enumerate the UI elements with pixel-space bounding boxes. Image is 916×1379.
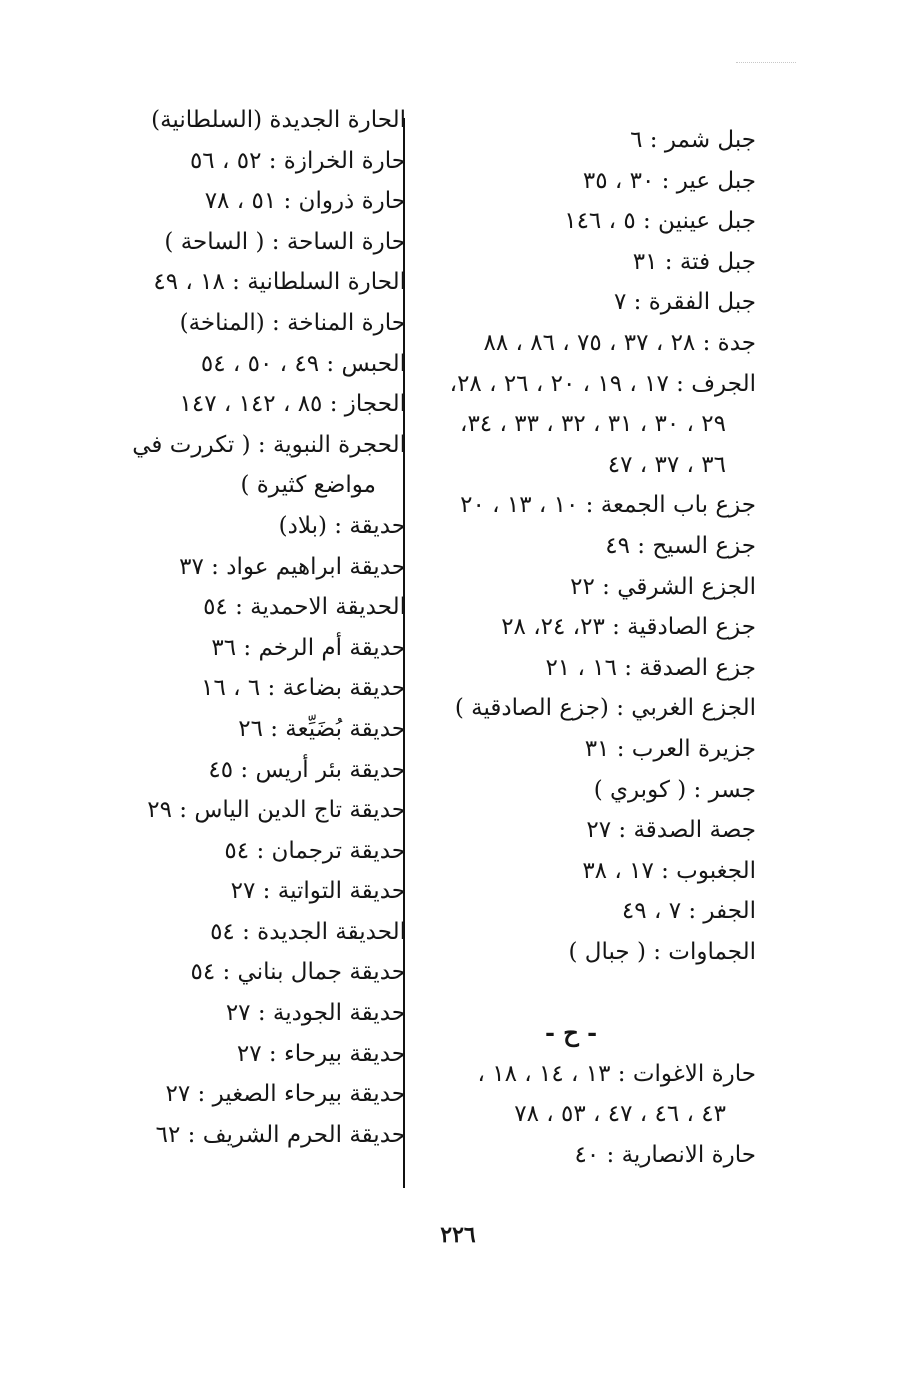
index-entry: الحديقة الجديدة : ٥٤: [210, 918, 406, 945]
index-entry: الجزع الغربي : (جزع الصادقية ): [454, 695, 756, 722]
index-entry: حديقة ابراهيم عواد : ٣٧: [179, 553, 406, 580]
index-entry: جزع الصادقية : ٢٣، ٢٤، ٢٨: [501, 614, 756, 641]
index-entry: حديقة الحرم الشريف : ٦٢: [155, 1121, 406, 1148]
index-entry: الجغبوب : ١٧ ، ٣٨: [582, 857, 756, 884]
index-entry: حديقة التواتية : ٢٧: [230, 878, 406, 905]
index-entry: حديقة ترجمان : ٥٤: [224, 837, 406, 864]
page-number: ٢٢٦: [440, 1222, 476, 1248]
index-entry: حارة المناخة : (المناخة): [179, 309, 406, 336]
index-entry: جصة الصدقة : ٢٧: [586, 817, 756, 844]
index-entry: الجفر : ٧ ، ٤٩: [621, 898, 756, 925]
index-entry: حارة الاغوات : ١٣ ، ١٤ ، ١٨ ،: [477, 1060, 756, 1087]
scan-mark: [736, 62, 796, 65]
index-entry: جزع باب الجمعة : ١٠ ، ١٣ ، ٢٠: [460, 492, 756, 519]
index-entry: جسر : ( كوبري ): [593, 776, 756, 803]
index-entry: حارة الساحة : ( الساحة ): [164, 228, 406, 255]
index-entry: حديقة بئر أريس : ٤٥: [208, 756, 406, 783]
index-entry: حديقة بيرحاء : ٢٧: [236, 1040, 406, 1067]
index-entry: حديقة : (بلاد): [278, 512, 406, 539]
index-entry: جبل فتة : ٣١: [632, 248, 756, 275]
index-entry: الحديقة الاحمدية : ٥٤: [203, 594, 406, 621]
index-entry: حديقة أم الرخم : ٣٦: [211, 634, 406, 661]
index-entry: حارة الخرازة : ٥٢ ، ٥٦: [189, 147, 406, 174]
index-entry-continuation: مواضع كثيرة ): [240, 472, 376, 499]
index-entry: جبل عير : ٣٠ ، ٣٥: [582, 167, 756, 194]
index-entry: حديقة جمال بناني : ٥٤: [190, 959, 406, 986]
index-entry: جبل عينين : ٥ ، ١٤٦: [564, 208, 756, 235]
index-entry: حديقة بضاعة : ٦ ، ١٦: [201, 675, 406, 702]
index-entry-continuation: ٤٣ ، ٤٦ ، ٤٧ ، ٥٣ ، ٧٨: [514, 1101, 726, 1128]
index-entry: حديقة تاج الدين الياس : ٢٩: [147, 797, 406, 824]
index-entry: الجزع الشرقي : ٢٢: [570, 573, 756, 600]
index-entry: الجماوات : ( جبال ): [568, 938, 756, 965]
index-entry: الحارة السلطانية : ١٨ ، ٤٩: [153, 269, 406, 296]
index-entry: جزيرة العرب : ٣١: [584, 735, 756, 762]
index-entry: الحارة الجديدة (السلطانية): [151, 107, 406, 133]
section-header: - ح -: [544, 1018, 598, 1048]
index-entry: جزع السيح : ٤٩: [605, 532, 756, 559]
index-entry: جبل شمر : ٦: [630, 127, 756, 153]
index-entry: حديقة بيرحاء الصغير : ٢٧: [165, 1081, 406, 1108]
index-entry: حديقة بُضَيِّعة : ٢٦: [238, 715, 406, 742]
index-entry-continuation: ٣٦ ، ٣٧ ، ٤٧: [607, 451, 726, 478]
index-entry: حارة ذروان : ٥١ ، ٧٨: [204, 188, 406, 215]
left-index-column: [76, 100, 406, 1155]
index-entry: الحجرة النبوية : ( تكررت في: [132, 431, 406, 458]
index-entry: الحجاز : ٨٥ ، ١٤٢ ، ١٤٧: [179, 391, 406, 418]
spacer: [446, 972, 756, 1013]
index-entry-continuation: ٢٩ ، ٣٠ ، ٣١ ، ٣٢ ، ٣٣ ، ٣٤،: [460, 411, 726, 438]
index-entry: جزع الصدقة : ١٦ ، ٢١: [545, 654, 756, 681]
index-entry: جدة : ٢٨ ، ٣٧ ، ٧٥ ، ٨٦ ، ٨٨: [483, 329, 756, 356]
index-entry: حارة الانصارية : ٤٠: [574, 1141, 756, 1168]
index-entry: الجرف : ١٧ ، ١٩ ، ٢٠ ، ٢٦ ، ٢٨،: [449, 370, 756, 397]
index-entry: الحبس : ٤٩ ، ٥٠ ، ٥٤: [200, 350, 406, 377]
right-index-column: [446, 120, 756, 1175]
index-entry: جبل الفقرة : ٧: [613, 289, 756, 316]
index-entry: حديقة الجودية : ٢٧: [225, 1000, 406, 1027]
